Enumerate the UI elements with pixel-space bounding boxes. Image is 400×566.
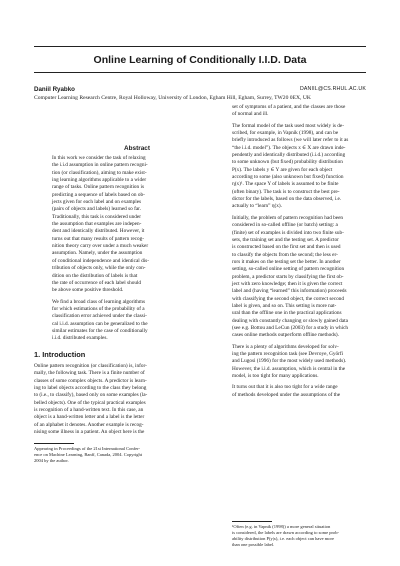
abstract-line: similar estimates for the case of conditionally — [52, 327, 148, 334]
abstract-line: for which estimations of the probability of a — [52, 305, 145, 312]
body-line: with classifying the second object, the correct second — [232, 295, 344, 302]
abstract-line: Traditionally, this task is considered under — [52, 213, 141, 220]
paper-title: Online Learning of Conditionally I.I.D. Data — [93, 54, 307, 66]
body-line: ject with zero knowledge; then it is given the correct — [232, 280, 343, 287]
abstract-line: range of tasks. Online pattern recognition is — [52, 184, 144, 191]
intro-line: Online pattern recognition (or classification) is, infor- — [34, 363, 147, 369]
intro-line: to (i.e., to classify), based only on some examples (la- — [34, 392, 148, 399]
author-name: Daniil Ryabko — [34, 86, 75, 93]
footnote-line: ence on Machine Learning, Banff, Canada, 2004. Copyright — [34, 452, 143, 458]
introduction-text — [34, 363, 222, 436]
body-line: to classify the objects from the second; the less er- — [232, 251, 338, 258]
footnote-line: than one possible label. — [232, 542, 275, 548]
abstract-line: turns out that many results of pattern recog- — [52, 235, 144, 242]
footnote-line: is considered, the labels are drawn according to some prob- — [232, 530, 339, 536]
abstract-line: the rate of occurrence of each label should — [52, 279, 142, 286]
body-line: of methods developed under the assumptions of the — [232, 391, 341, 398]
body-line: The formal model of the task used most widely is de- — [232, 122, 344, 129]
footnote-line: ability distribution P(y|x), i.e. each object can have more — [232, 536, 334, 542]
intro-line: is recognition of a hand-written text. In this case, an — [34, 407, 144, 414]
footnote-line: ¹Often (e.g. in Vapnik (1998)) a more general situation — [232, 524, 331, 529]
author-email: DANIIL@CS.RHUL.AC.UK — [299, 86, 366, 92]
body-line: ural than the offline one in the practical applications — [232, 310, 342, 317]
footnote-line: Appearing in Proceedings of the 21st International Confer- — [34, 446, 141, 451]
abstract-line: classification error achieved under the classi- — [52, 313, 147, 320]
section-heading-introduction: 1. Introduction — [34, 350, 86, 359]
abstract-text — [52, 155, 222, 343]
abstract-line: nition theory carry over under a much weaker — [52, 243, 149, 250]
intro-line: classes of some complex objects. A predictor is learn- — [34, 377, 147, 384]
title-bottom-rule — [34, 72, 366, 73]
body-line: ing the pattern recognition task (see Devroye, Györfi — [232, 351, 344, 357]
body-line: model, is too tight for many applications. — [232, 373, 319, 380]
body-line: of normal and ill. — [232, 111, 269, 118]
body-line: according to some (also unknown but fixed) function — [232, 174, 344, 181]
abstract-line: predicting a sequence of labels based on ob- — [52, 191, 145, 198]
body-line: However, the i.i.d. assumption, which is central in the — [232, 365, 346, 372]
abstract-line: (pairs of objects and labels) learned so far. — [52, 206, 141, 213]
intro-line: of an alphabet it denotes. Another example is recog- — [34, 421, 144, 428]
footnote-line: 2004 by the author. — [34, 458, 69, 464]
body-line: scribed, for example, in Vapnik (1998), and can be — [232, 130, 339, 137]
body-line: set of symptoms of a patient, and the classes are those — [232, 104, 346, 110]
body-line: (often binary). The task is to construct the best pre- — [232, 188, 340, 195]
right-column-text — [232, 104, 366, 399]
body-line: considered in so-called offline (or batch) setting: a — [232, 222, 338, 229]
title-top-rule — [34, 46, 366, 47]
body-line: dealing with constantly changing or slowly gained data — [232, 317, 348, 324]
body-line: “the i.i.d. model”). The objects x ∈ X are drawn inde- — [232, 144, 346, 151]
abstract-line: assumption. Namely, under the assumption — [52, 250, 143, 257]
body-line: and Lugosi (1996) for the most widely used methods). — [232, 358, 347, 365]
body-line: (see e.g. Bottou and LeCun (2003) for a study in which — [232, 324, 349, 331]
abstract-line: In this work we consider the task of relaxing — [52, 155, 146, 161]
abstract-line: cal i.i.d. assumption can be generalized to the — [52, 320, 148, 327]
body-line: P(x). The labels y ∈ Y are given for each object — [232, 166, 333, 173]
abstract-line: be above some positive threshold. — [52, 287, 124, 294]
body-line: There is a plenty of algorithms developed for solv- — [232, 343, 339, 350]
abstract-line: i.i.d. distributed examples. — [52, 335, 108, 342]
body-line: η(x)¹. The space Y of labels is assumed to be finite — [232, 181, 339, 188]
abstract-line: jects given for each label and on examples — [52, 199, 142, 206]
intro-line: mally, the following task. There is a finite number of — [34, 370, 145, 377]
abstract-line: tribution of objects only, while the only con- — [52, 265, 146, 272]
body-line: actually to “learn” η(x). — [232, 203, 282, 210]
intro-line: belled objects). One of the typical practical examples — [34, 399, 146, 406]
body-line: label and (having “learned” this information) proceeds — [232, 288, 347, 295]
body-line: It turns out that it is also too tight for a wide range — [232, 384, 338, 391]
intro-line: ing to label objects according to the class they belong — [34, 385, 147, 392]
body-line: problem, a predictor starts by classifying the first ob- — [232, 273, 344, 280]
body-line: sets, the training set and the testing set. A predictor — [232, 236, 339, 243]
abstract-line: the i.i.d assumption in online pattern recogni- — [52, 162, 148, 169]
body-line: Initially, the problem of pattern recognition had been — [232, 214, 344, 221]
author-affiliation: Computer Learning Research Centre, Royal Holloway, University of London, Egham Hill, Egham, Surrey, TW20 0EX, UK — [34, 95, 311, 101]
body-line: setting, so-called online setting of pattern recognition — [232, 266, 345, 273]
abstract-line: dent and identically distributed. However, it — [52, 228, 145, 235]
intro-line: nising some illness in a patient. An object here is the — [34, 429, 145, 436]
body-line: rors it makes on the testing set the better. In another — [232, 258, 341, 265]
body-line: cases online methods outperform offline methods). — [232, 332, 339, 339]
right-footnote-rule — [232, 521, 272, 522]
intro-line: object is a hand-written letter and a label is the letter — [34, 414, 145, 421]
abstract-line: ing learning algorithms applicable to a wider — [52, 177, 147, 184]
publication-footnote — [34, 446, 222, 464]
body-line: (finite) set of examples is divided into two finite sub- — [232, 229, 344, 236]
body-line: dictor for the labels, based on the data observed, i.e. — [232, 196, 342, 203]
abstract-line: dition on the distribution of labels is that — [52, 272, 138, 279]
body-line: is constructed based on the first set and then is used — [232, 244, 341, 251]
abstract-line: tion (or classification), aiming to make exist- — [52, 169, 147, 176]
abstract-line: the assumption that examples are indepen- — [52, 221, 142, 228]
left-footnote-rule — [34, 443, 74, 444]
body-line: pendently and identically distributed (i.i.d.) according — [232, 152, 346, 159]
body-line: briefly introduced as follows (we will later refer to it as — [232, 137, 349, 144]
abstract-line: of conditional independence and identical dis- — [52, 257, 149, 264]
abstract-heading: Abstract — [124, 145, 150, 152]
abstract-line: We find a broad class of learning algorithms — [52, 298, 146, 305]
body-line: label is given, and so on. This setting is more nat- — [232, 302, 337, 309]
footnote-one — [232, 524, 366, 548]
body-line: to some unknown (but fixed) probability distribution — [232, 159, 343, 166]
